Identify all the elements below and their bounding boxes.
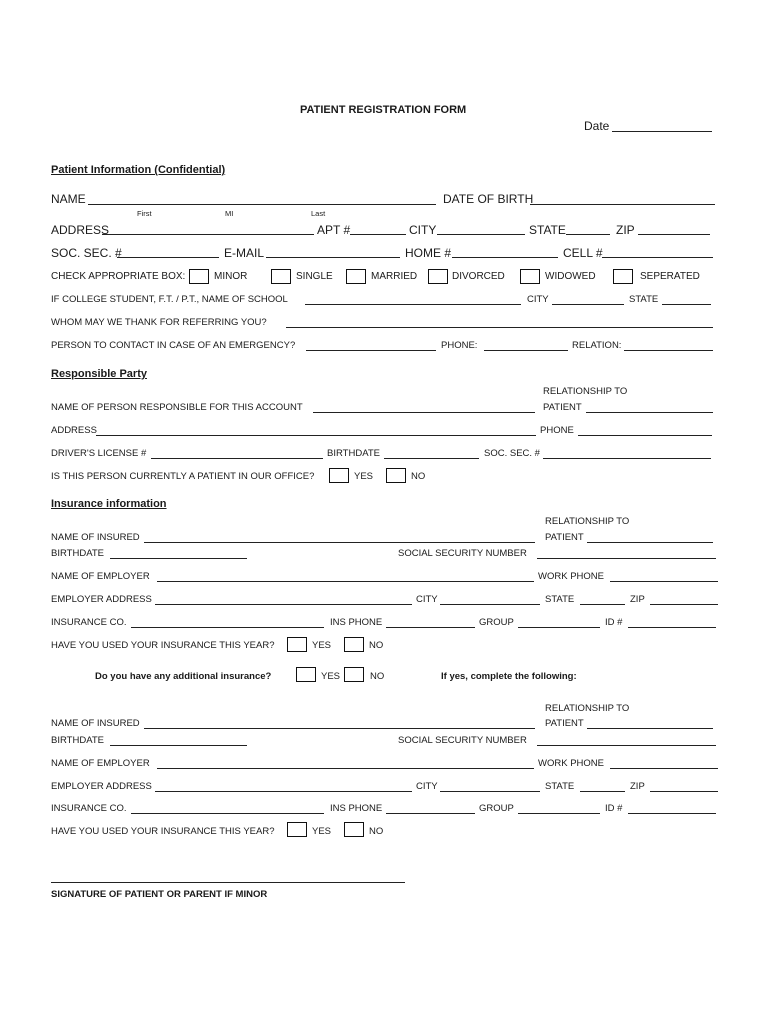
if-yes-label: If yes, complete the following: (441, 671, 577, 682)
ins2-birthdate-field[interactable] (110, 745, 247, 746)
ins2-used-yes-checkbox[interactable] (287, 822, 307, 837)
ins1-ins-co-label: INSURANCE CO. (51, 617, 127, 628)
ins2-city-field[interactable] (440, 791, 540, 792)
ins2-used-yes-label: YES (312, 826, 332, 837)
date-field[interactable] (612, 131, 712, 132)
divorced-checkbox[interactable] (428, 269, 448, 284)
current-patient-no-label: NO (411, 471, 426, 482)
patient-info-heading: Patient Information (Confidential) (51, 164, 226, 176)
ins1-ins-phone-field[interactable] (386, 627, 475, 628)
ins2-used-no-label: NO (369, 826, 384, 837)
married-checkbox[interactable] (346, 269, 366, 284)
ins1-ins-co-field[interactable] (131, 627, 324, 628)
home-field[interactable] (452, 257, 558, 258)
ins2-work-phone-field[interactable] (610, 768, 718, 769)
ins2-used-label: HAVE YOU USED YOUR INSURANCE THIS YEAR? (51, 826, 275, 837)
single-checkbox[interactable] (271, 269, 291, 284)
apt-label: APT # (317, 223, 351, 237)
ins2-id-label: ID # (605, 803, 623, 814)
apt-field[interactable] (350, 234, 406, 235)
ins1-id-field[interactable] (628, 627, 716, 628)
minor-label: MINOR (214, 271, 248, 282)
widowed-checkbox[interactable] (520, 269, 540, 284)
ins2-ssn-label: SOCIAL SECURITY NUMBER (398, 735, 527, 746)
ins1-group-label: GROUP (479, 617, 514, 628)
ins2-insured-field[interactable] (144, 728, 535, 729)
dob-label: DATE OF BIRTH (443, 192, 534, 206)
state-label: STATE (529, 223, 566, 237)
additional-no-checkbox[interactable] (344, 667, 364, 682)
ins1-employer-address-label: EMPLOYER ADDRESS (51, 594, 152, 605)
address-field[interactable] (102, 234, 314, 235)
ins2-relationship-field[interactable] (587, 728, 713, 729)
minor-checkbox[interactable] (189, 269, 209, 284)
ins2-employer-address-label: EMPLOYER ADDRESS (51, 781, 152, 792)
college-city-field[interactable] (552, 304, 624, 305)
insurance-heading: Insurance information (51, 498, 167, 510)
state-field[interactable] (566, 234, 610, 235)
form-title: PATIENT REGISTRATION FORM (300, 104, 467, 116)
license-field[interactable] (151, 458, 323, 459)
soc-field[interactable] (117, 257, 219, 258)
current-patient-no-checkbox[interactable] (386, 468, 406, 483)
emergency-phone-label: PHONE: (441, 340, 478, 351)
resp-soc-field[interactable] (543, 458, 711, 459)
ins2-patient-label: PATIENT (545, 718, 584, 729)
ins2-used-no-checkbox[interactable] (344, 822, 364, 837)
college-state-label: STATE (629, 294, 659, 305)
married-label: MARRIED (371, 271, 418, 282)
cell-field[interactable] (602, 257, 713, 258)
ins2-employer-label: NAME OF EMPLOYER (51, 758, 150, 769)
ins2-relationship-to: RELATIONSHIP TO (545, 703, 630, 714)
seperated-checkbox[interactable] (613, 269, 633, 284)
single-label: SINGLE (296, 271, 333, 282)
resp-birthdate-field[interactable] (384, 458, 479, 459)
referral-field[interactable] (286, 327, 713, 328)
address-label: ADDRESS (51, 223, 110, 237)
dob-field[interactable] (530, 204, 715, 205)
ins2-ssn-field[interactable] (537, 745, 716, 746)
emergency-relation-field[interactable] (624, 350, 713, 351)
ins2-employer-field[interactable] (157, 768, 534, 769)
ins1-ins-phone-label: INS PHONE (330, 617, 383, 628)
signature-label: SIGNATURE OF PATIENT OR PARENT IF MINOR (51, 889, 268, 900)
ins1-work-phone-field[interactable] (610, 581, 718, 582)
resp-relationship-to: RELATIONSHIP TO (543, 386, 628, 397)
ins1-state-label: STATE (545, 594, 575, 605)
ins1-city-label: CITY (416, 594, 438, 605)
additional-insurance-label: Do you have any additional insurance? (95, 671, 272, 682)
ins2-employer-address-field[interactable] (155, 791, 412, 792)
resp-address-field[interactable] (96, 435, 536, 436)
name-field[interactable] (88, 204, 436, 205)
date-label: Date (584, 119, 610, 133)
ins1-zip-label: ZIP (630, 594, 645, 605)
ins1-relationship-to: RELATIONSHIP TO (545, 516, 630, 527)
emergency-label: PERSON TO CONTACT IN CASE OF AN EMERGENCY? (51, 340, 296, 351)
ins2-id-field[interactable] (628, 813, 716, 814)
ins2-state-field[interactable] (580, 791, 625, 792)
ins1-used-no-label: NO (369, 640, 384, 651)
ins2-zip-label: ZIP (630, 781, 645, 792)
emergency-relation-label: RELATION: (572, 340, 622, 351)
resp-address-label: ADDRESS (51, 425, 97, 436)
check-box-label: CHECK APPROPRIATE BOX: (51, 271, 186, 282)
ins1-ssn-field[interactable] (537, 558, 716, 559)
email-field[interactable] (266, 257, 400, 258)
zip-label: ZIP (616, 223, 635, 237)
signature-field[interactable] (51, 882, 405, 883)
email-label: E-MAIL (224, 246, 265, 260)
ins2-group-label: GROUP (479, 803, 514, 814)
divorced-label: DIVORCED (452, 271, 505, 282)
ins1-relationship-field[interactable] (587, 542, 713, 543)
ins2-ins-phone-label: INS PHONE (330, 803, 383, 814)
ins1-used-no-checkbox[interactable] (344, 637, 364, 652)
emergency-phone-field[interactable] (484, 350, 568, 351)
home-label: HOME # (405, 246, 452, 260)
resp-birthdate-label: BIRTHDATE (327, 448, 380, 459)
ins2-work-phone-label: WORK PHONE (538, 758, 604, 769)
ins1-group-field[interactable] (518, 627, 600, 628)
mi-caption: MI (225, 209, 234, 218)
ins1-patient-label: PATIENT (545, 532, 584, 543)
ins1-id-label: ID # (605, 617, 623, 628)
ins1-used-label: HAVE YOU USED YOUR INSURANCE THIS YEAR? (51, 640, 275, 651)
ins1-employer-field[interactable] (157, 581, 534, 582)
resp-name-label: NAME OF PERSON RESPONSIBLE FOR THIS ACCOUNT (51, 402, 303, 413)
zip-field[interactable] (638, 234, 710, 235)
city-label: CITY (409, 223, 437, 237)
license-label: DRIVER'S LICENSE # (51, 448, 147, 459)
ins1-insured-label: NAME OF INSURED (51, 532, 140, 543)
ins2-ins-co-label: INSURANCE CO. (51, 803, 127, 814)
college-city-label: CITY (527, 294, 549, 305)
additional-no-label: NO (370, 671, 385, 682)
ins1-city-field[interactable] (440, 604, 540, 605)
ins1-work-phone-label: WORK PHONE (538, 571, 604, 582)
college-state-field[interactable] (662, 304, 711, 305)
referral-label: WHOM MAY WE THANK FOR REFERRING YOU? (51, 317, 267, 328)
ins2-ins-phone-field[interactable] (386, 813, 475, 814)
resp-phone-field[interactable] (578, 435, 712, 436)
name-label: NAME (51, 192, 86, 206)
ins1-insured-field[interactable] (144, 542, 535, 543)
resp-soc-label: SOC. SEC. # (484, 448, 540, 459)
city-field[interactable] (437, 234, 525, 235)
ins2-birthdate-label: BIRTHDATE (51, 735, 104, 746)
ins1-employer-address-field[interactable] (155, 604, 412, 605)
ins1-ssn-label: SOCIAL SECURITY NUMBER (398, 548, 527, 559)
ins2-state-label: STATE (545, 781, 575, 792)
current-patient-label: IS THIS PERSON CURRENTLY A PATIENT IN OUR OFFICE? (51, 471, 315, 482)
additional-yes-label: YES (321, 671, 341, 682)
resp-name-field[interactable] (313, 412, 535, 413)
resp-relationship-field[interactable] (586, 412, 713, 413)
ins1-used-yes-checkbox[interactable] (287, 637, 307, 652)
current-patient-yes-label: YES (354, 471, 374, 482)
ins1-employer-label: NAME OF EMPLOYER (51, 571, 150, 582)
ins2-group-field[interactable] (518, 813, 600, 814)
seperated-label: SEPERATED (640, 271, 700, 282)
soc-label: SOC. SEC. # (51, 246, 122, 260)
ins1-birthdate-field[interactable] (110, 558, 247, 559)
widowed-label: WIDOWED (545, 271, 596, 282)
first-caption: First (137, 209, 152, 218)
ins2-ins-co-field[interactable] (131, 813, 324, 814)
ins1-used-yes-label: YES (312, 640, 332, 651)
current-patient-yes-checkbox[interactable] (329, 468, 349, 483)
school-field[interactable] (305, 304, 521, 305)
ins1-birthdate-label: BIRTHDATE (51, 548, 104, 559)
ins2-zip-field[interactable] (650, 791, 718, 792)
resp-patient-label: PATIENT (543, 402, 582, 413)
cell-label: CELL # (563, 246, 603, 260)
ins2-city-label: CITY (416, 781, 438, 792)
responsible-party-heading: Responsible Party (51, 368, 147, 380)
emergency-field[interactable] (306, 350, 436, 351)
last-caption: Last (311, 209, 326, 218)
ins2-insured-label: NAME OF INSURED (51, 718, 140, 729)
resp-phone-label: PHONE (540, 425, 574, 436)
ins1-state-field[interactable] (580, 604, 625, 605)
ins1-zip-field[interactable] (650, 604, 718, 605)
college-label: IF COLLEGE STUDENT, F.T. / P.T., NAME OF SCHOOL (51, 294, 288, 305)
additional-yes-checkbox[interactable] (296, 667, 316, 682)
